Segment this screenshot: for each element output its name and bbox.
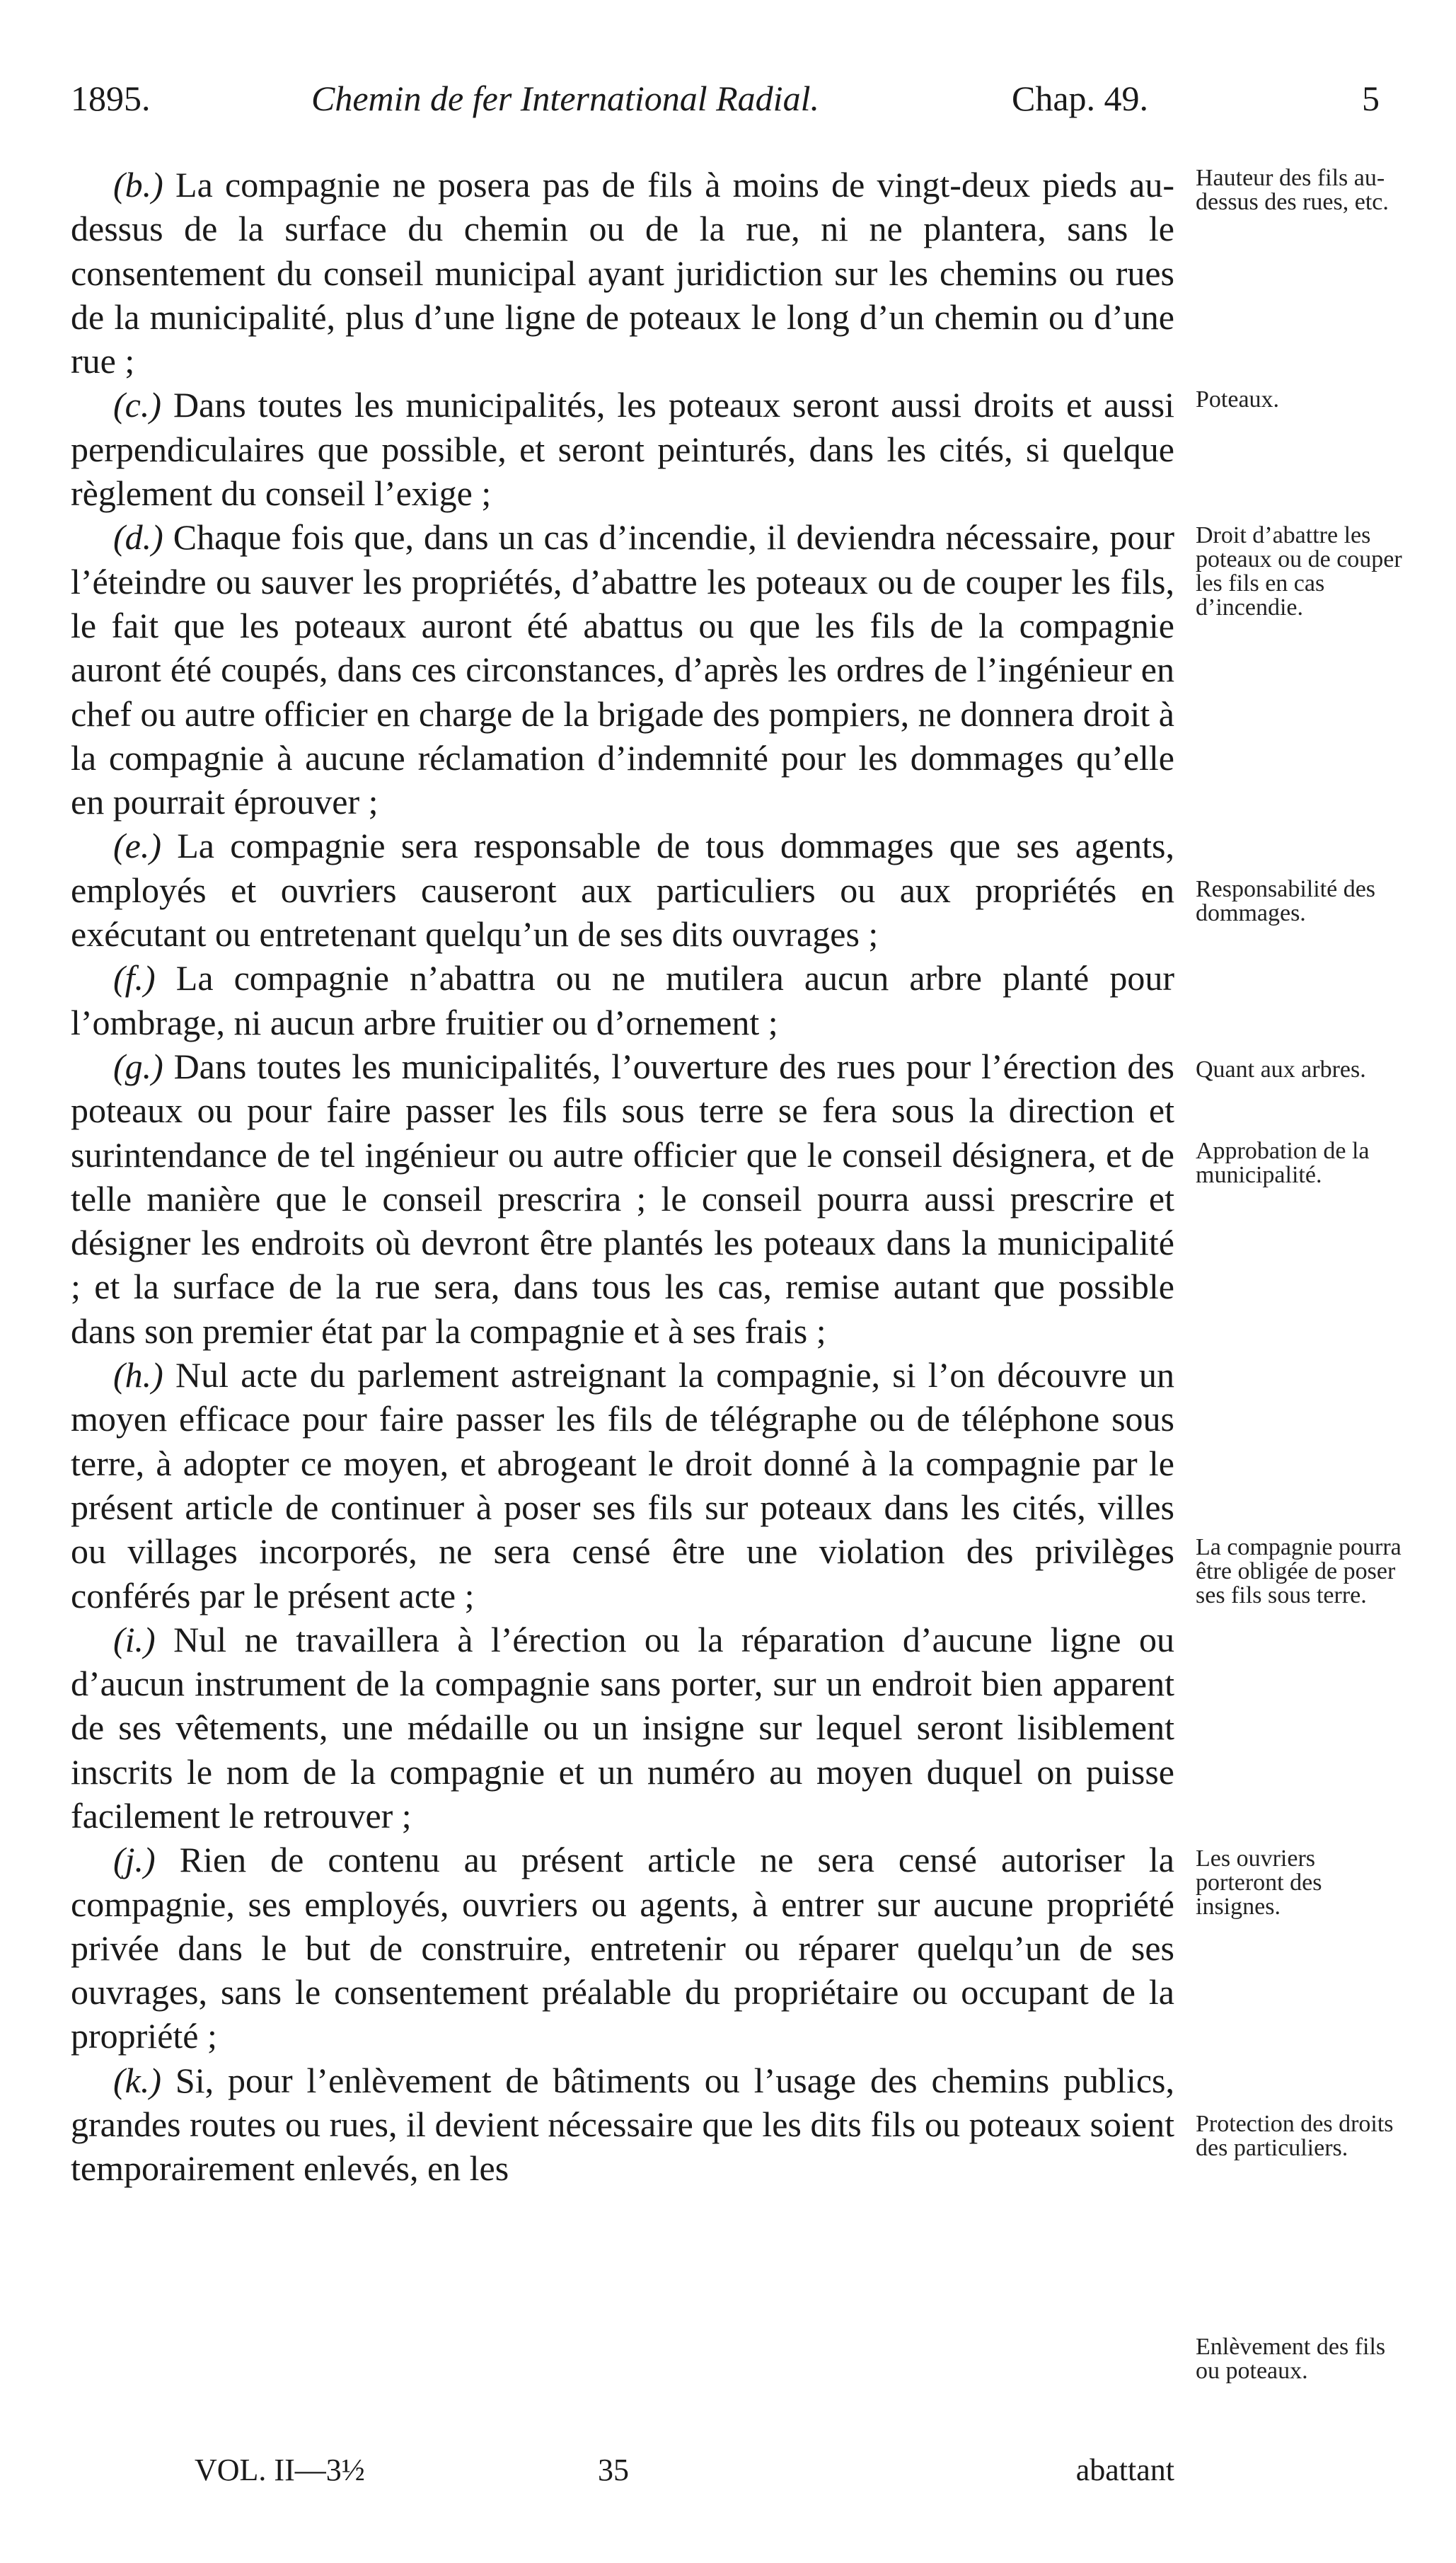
paragraph-label: (g.) (113, 1046, 163, 1086)
header-title: Chemin de fer International Radial. (311, 79, 819, 118)
margin-note: Approbation de la municipalité. (1196, 1138, 1370, 1188)
page-footer (71, 2452, 1174, 2501)
paragraph-d (71, 515, 1174, 824)
running-header (71, 78, 1387, 134)
paragraph-text: Rien de contenu au présent article ne sera censé autoriser la compagnie, ses employés, ouvriers ou agents, à entrer sur aucune propriété privée dans le but de construire, entretenir ou réparer quelqu’un de ses ouvrages, sans le consentement préalable du propriétaire ou occupant de la propriété ; (71, 1840, 1174, 2056)
paragraph-label: (j.) (113, 1840, 156, 1880)
paragraph-text: La compagnie n’abattra ou ne mutilera aucun arbre planté pour l’ombrage, ni aucun arbre fruitier ou d’ornement ; (71, 958, 1174, 1042)
paragraph-text: Dans toutes les municipalités, les poteaux seront aussi droits et aussi perpendiculaires que possible, et seront peinturés, dans les cités, si quelque règlement du conseil l’exige ; (71, 385, 1174, 514)
header-chapter: Chap. 49. (1012, 79, 1149, 118)
paragraph-k (71, 2058, 1174, 2191)
paragraph-b (71, 163, 1174, 383)
paragraph-c (71, 383, 1174, 515)
paragraph-text: La compagnie ne posera pas de fils à moins de vingt-deux pieds au-dessus de la surface du chemin ou de la rue, ni ne plantera, sans le consentement du conseil municipal ayant juridiction sur les chemins ou rues de la municipalité, plus d’une ligne de poteaux le long d’un chemin ou d’une rue ; (71, 165, 1174, 381)
paragraph-text: Dans toutes les municipalités, l’ouverture des rues pour l’érection des poteaux ou pour faire passer les fils sous terre se fera sous la direction et surintendance de tel ingénieur ou autre officier que le conseil désignera, et de telle manière que le conseil prescrira ; le conseil pourra aussi prescrire et désigner les endroits où devront être plantés les poteaux dans la municipalité ; et la surface de la rue sera, dans tous les cas, remise autant que possible dans son premier état par la compagnie et à ses frais ; (71, 1046, 1174, 1351)
paragraph-label: (e.) (113, 826, 161, 866)
article-body (71, 163, 1174, 2191)
paragraph-h (71, 1353, 1174, 1618)
volume-signature: VOL. II—3½ (195, 2453, 365, 2487)
margin-note: Les ouvriers porteront des insignes. (1196, 1845, 1322, 1920)
paragraph-text: La compagnie sera responsable de tous dommages que ses agents, employés et ouvriers causeront aux particuliers ou aux propriétés en exécutant ou entretenant quelqu’un de ses dits ouvrages ; (71, 826, 1174, 955)
paragraph-e (71, 824, 1174, 956)
margin-note: Droit d’abattre les poteaux ou de couper les fils en cas d’incendie. (1196, 522, 1402, 621)
margin-note: Responsabilité des dommages. (1196, 876, 1376, 926)
paragraph-g (71, 1044, 1174, 1353)
paragraph-label: (d.) (113, 517, 163, 558)
margin-note: Poteaux. (1196, 386, 1280, 413)
margin-note: Hauteur des fils au-dessus des rues, etc. (1196, 165, 1389, 215)
margin-note: Protection des droits des particuliers. (1196, 2111, 1394, 2161)
paragraph-label: (k.) (113, 2060, 161, 2100)
paragraph-label: (h.) (113, 1355, 163, 1395)
paragraph-text: Si, pour l’enlèvement de bâtiments ou l’usage des chemins publics, grandes routes ou rues, il devient nécessaire que les dits fils ou poteaux soient temporairement enlevés, en les (71, 2060, 1174, 2189)
margin-note: La compagnie pourra être obligée de poser ses fils sous terre. (1196, 1534, 1402, 1608)
paragraph-label: (c.) (113, 385, 161, 425)
paragraph-label: (b.) (113, 165, 163, 205)
paragraph-text: Chaque fois que, dans un cas d’incendie, il deviendra nécessaire, pour l’éteindre ou sauver les propriétés, d’abattre les poteaux ou de couper les fils, le fait que les poteaux auront été abattus ou que les fils de la compagnie auront été coupés, dans ces circonstances, d’après les ordres de l’ingénieur en chef ou autre officier en charge de la brigade des pompiers, ne donnera droit à la compagnie à aucune réclamation d’indemnité pour les dommages qu’elle en pourrait éprouver ; (71, 517, 1174, 822)
margin-note: Quant aux arbres. (1196, 1056, 1366, 1083)
paragraph-j (71, 1838, 1174, 2058)
margin-note: Enlèvement des fils ou poteaux. (1196, 2334, 1386, 2384)
paragraph-text: Nul acte du parlement astreignant la compagnie, si l’on découvre un moyen efficace pour faire passer les fils de télégraphe ou de téléphone sous terre, à adopter ce moyen, et abrogeant le droit donné à la compagnie par le présent article de continuer à poser ses fils sur poteaux dans les cités, villes ou villages incorporés, ne sera censé être une violation des privilèges conférés par le présent acte ; (71, 1355, 1174, 1615)
signature-number: 35 (598, 2453, 629, 2487)
paragraph-label: (i.) (113, 1619, 156, 1659)
page-number: 5 (1362, 79, 1380, 118)
paragraph-label: (f.) (113, 958, 156, 998)
catchword: abattant (1075, 2453, 1174, 2487)
paragraph-i (71, 1618, 1174, 1838)
header-year: 1895. (71, 79, 151, 118)
paragraph-f (71, 956, 1174, 1044)
paragraph-text: Nul ne travaillera à l’érection ou la réparation d’aucune ligne ou d’aucun instrument de la compagnie sans porter, sur un endroit bien apparent de ses vêtements, une médaille ou un insigne sur lequel seront lisiblement inscrits le nom de la compagnie et un numéro au moyen duquel on puisse facilement le retrouver ; (71, 1619, 1174, 1836)
